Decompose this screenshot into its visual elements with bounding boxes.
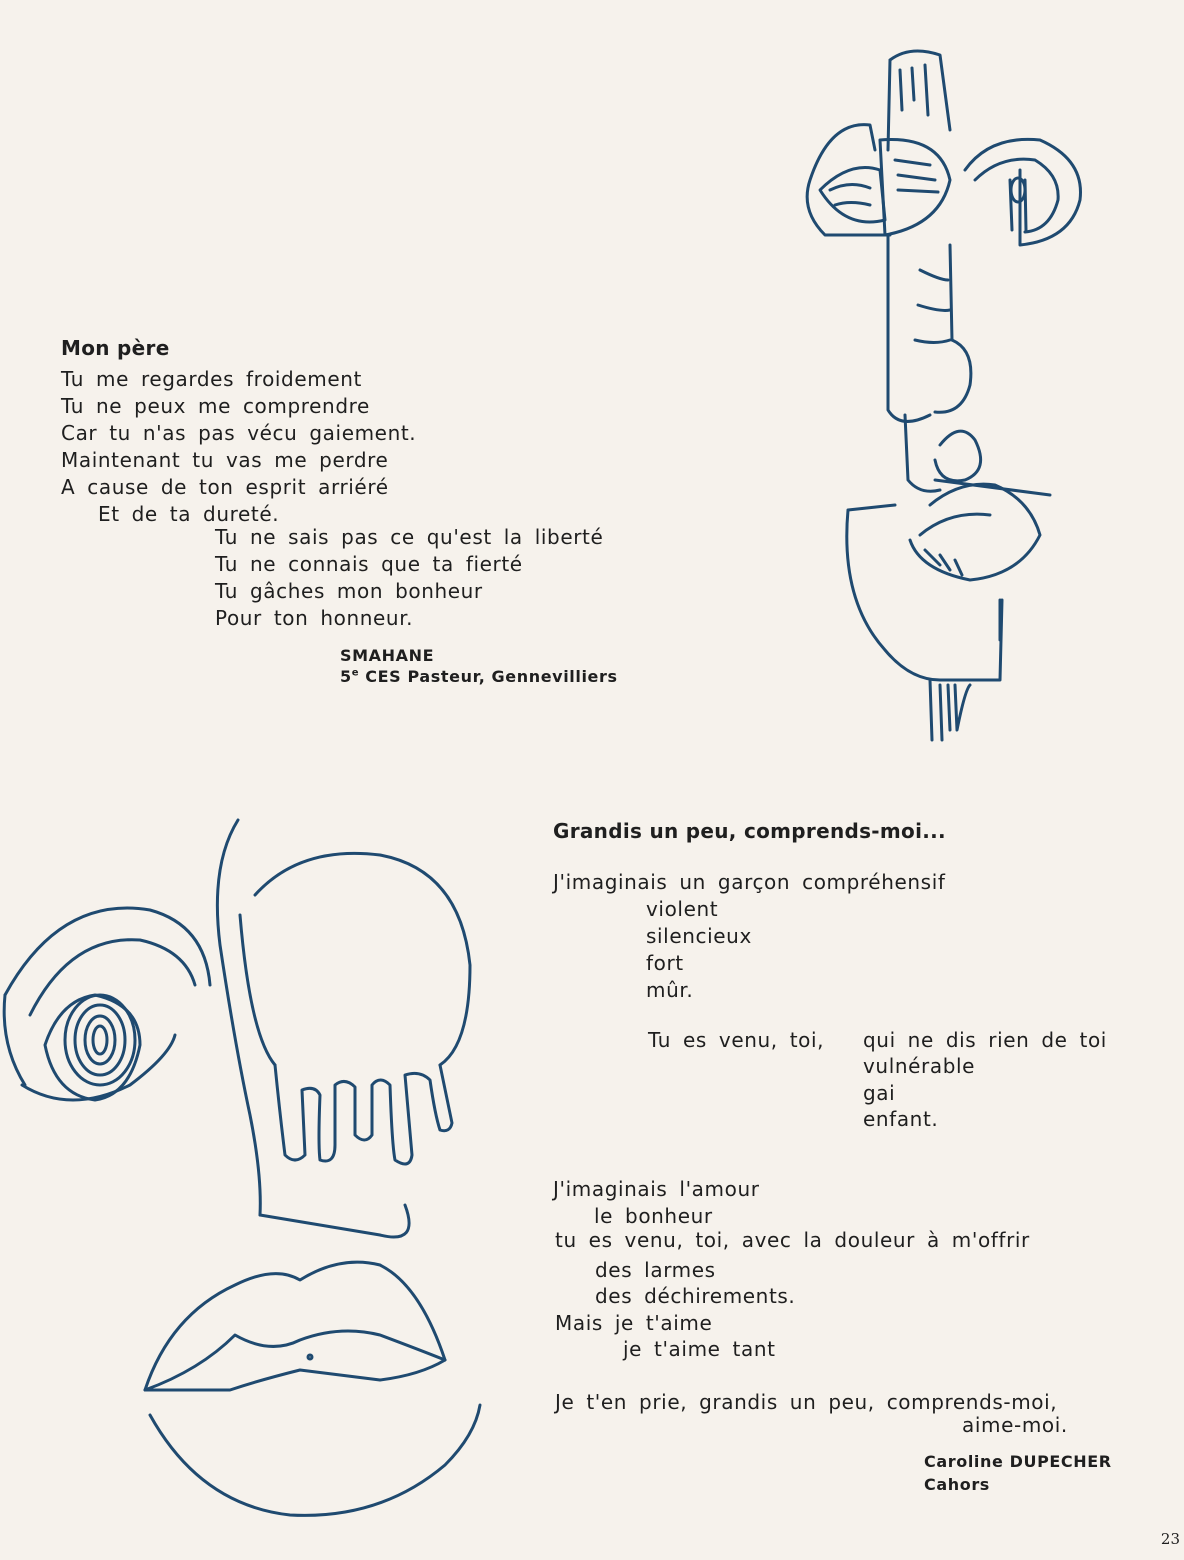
poem-line: des larmes — [595, 1258, 716, 1282]
poem-line: Je t'en prie, grandis un peu, comprends-moi, — [555, 1390, 1058, 1414]
poem-line: silencieux — [646, 924, 752, 948]
poem-line: vulnérable — [863, 1054, 976, 1078]
poem1-author-school — [340, 667, 618, 686]
poem-line: le bonheur — [594, 1204, 713, 1228]
poem-line: Tu ne connais que ta fierté — [215, 552, 523, 576]
abstract-face-bottom-drawing — [0, 815, 520, 1535]
poem-line: mûr. — [646, 978, 694, 1002]
poem-line: Tu me regardes froidement — [61, 367, 362, 391]
poem2-author-name: Caroline DUPECHER — [924, 1452, 1112, 1471]
poem-line: je t'aime tant — [623, 1337, 776, 1361]
poem-line: qui ne dis rien de toi — [863, 1028, 1107, 1052]
poem1-title: Mon père — [61, 336, 170, 360]
poem-line: gai — [863, 1081, 896, 1105]
poem-line: Car tu n'as pas vécu gaiement. — [61, 421, 417, 445]
poem-line: Tu es venu, toi, — [648, 1028, 825, 1052]
poem-line: tu es venu, toi, avec la douleur à m'offrir — [555, 1228, 1030, 1252]
abstract-face-top-drawing — [790, 40, 1090, 740]
poem-line: Tu gâches mon bonheur — [215, 579, 483, 603]
class-number: 5 — [340, 667, 352, 686]
poem-line: Et de ta dureté. — [98, 502, 280, 526]
page-number: 23 — [1160, 1530, 1180, 1548]
poem-line: Tu ne sais pas ce qu'est la liberté — [215, 525, 604, 549]
poem2-title: Grandis un peu, comprends-moi... — [553, 819, 946, 843]
school-name: CES Pasteur, Gennevilliers — [365, 667, 618, 686]
poem-line: violent — [646, 897, 719, 921]
poem-line: Tu ne peux me comprendre — [61, 394, 370, 418]
poem-line: Pour ton honneur. — [215, 606, 414, 630]
poem-line: des déchirements. — [595, 1284, 796, 1308]
poem-line: aime-moi. — [962, 1413, 1068, 1437]
poem-line: J'imaginais l'amour — [553, 1177, 760, 1201]
poem-line: Maintenant tu vas me perdre — [61, 448, 389, 472]
poem-line: enfant. — [863, 1107, 939, 1131]
poem-line: fort — [646, 951, 684, 975]
poem-line: J'imaginais un garçon compréhensif — [553, 870, 946, 894]
class-superscript: e — [351, 667, 360, 679]
poem-line: Mais je t'aime — [555, 1311, 713, 1335]
poem-line: A cause de ton esprit arriéré — [61, 475, 389, 499]
poem2-author-town: Cahors — [924, 1475, 990, 1494]
poem1-author-name: SMAHANE — [340, 646, 435, 665]
